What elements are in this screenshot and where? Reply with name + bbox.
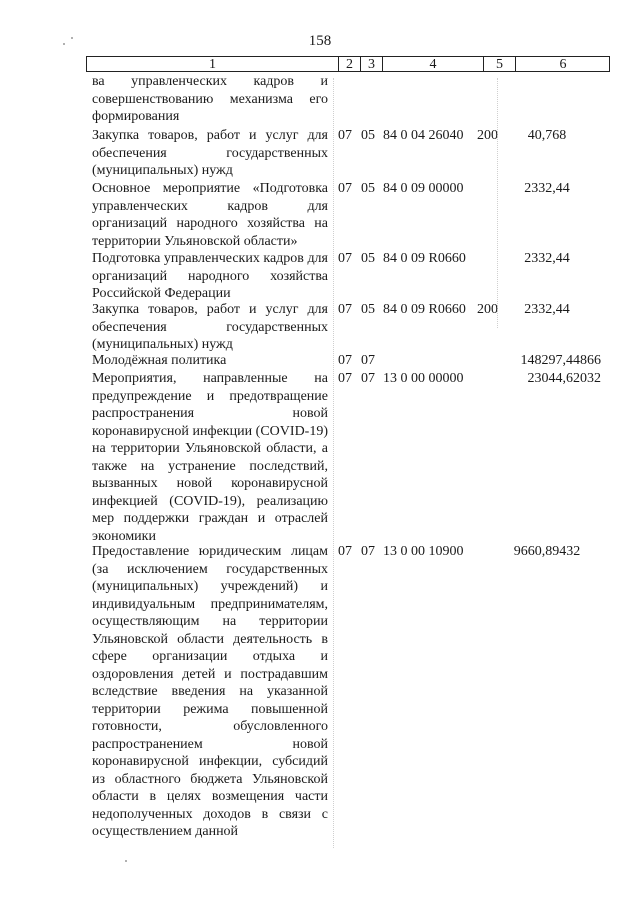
row-expense-type: 200: [477, 128, 498, 143]
row-target-code: 13 0 00 10900: [383, 544, 464, 559]
row-description: Закупка товаров, работ и услуг для обеспечения государственных (муниципальных) нужд: [92, 128, 328, 178]
scan-guide-line: [333, 78, 335, 848]
row-target-code: 84 0 04 26040: [383, 128, 464, 143]
row-target-code: 84 0 09 R0660: [383, 251, 466, 266]
scan-speck: [71, 37, 73, 39]
row-target-code: 84 0 09 00000: [383, 181, 464, 196]
header-col-2: 2: [338, 57, 360, 72]
row-subsection: 07: [361, 371, 375, 386]
row-description: Мероприятия, направленные на предупреждение и предотвращение распространения новой коронавирусной инфекции (COVID-19) на территории Ульяновской области, а также на устранение последствий, вызванных новой коронавирусной инфекцией (COVID-19), реализацию мер поддержки граждан и отраслей экономики: [92, 371, 328, 544]
row-description: Молодёжная политика: [92, 353, 227, 368]
row-target-code: 13 0 00 00000: [383, 371, 464, 386]
row-subsection: 07: [361, 353, 375, 368]
scan-speck: [125, 860, 127, 862]
header-col-4: 4: [382, 57, 483, 72]
scan-guide-line: [497, 78, 499, 328]
row-subsection: 05: [361, 302, 375, 317]
row-subsection: 05: [361, 128, 375, 143]
row-section: 07: [338, 128, 352, 143]
row-description: Закупка товаров, работ и услуг для обеспечения государственных (муниципальных) нужд: [92, 302, 328, 352]
row-amount: 2332,44: [524, 302, 570, 317]
table-header: [86, 56, 610, 72]
row-section: 07: [338, 181, 352, 196]
header-col-1: 1: [209, 57, 216, 72]
row-amount: 2332,44: [524, 181, 570, 196]
page-number: 158: [308, 33, 332, 49]
row-amount: 40,768: [527, 128, 567, 143]
row-section: 07: [338, 371, 352, 386]
header-col-5: 5: [483, 57, 515, 72]
row-subsection: 07: [361, 544, 375, 559]
row-section: 07: [338, 544, 352, 559]
row-description: Подготовка управленческих кадров для организаций народного хозяйства Российской Федерации: [92, 251, 328, 301]
row-amount: 148297,44866: [520, 353, 601, 368]
header-col-6: 6: [515, 57, 610, 72]
row-subsection: 05: [361, 181, 375, 196]
header-col-3: 3: [360, 57, 382, 72]
row-subsection: 05: [361, 251, 375, 266]
row-target-code: 84 0 09 R0660: [383, 302, 466, 317]
scan-speck: [63, 43, 65, 45]
row-section: 07: [338, 302, 352, 317]
row-expense-type: 200: [477, 302, 498, 317]
row-amount: 2332,44: [524, 251, 570, 266]
row-amount: 23044,62032: [527, 371, 601, 386]
row-description: Предоставление юридическим лицам (за исключением государственных (муниципальных) учреждений) и индивидуальным предпринимателям, осуществляющим на территории Ульяновской области деятельность в сфере организации отдыха и оздоровления детей и пострадавшим вследствие введения на указанной территории режима повышенной готовности, обусловленного распространением новой коронавирусной инфекции, субсидий из областного бюджета Ульяновской области в целях возмещения части недополученных доходов в связи с осуществлением данной: [92, 544, 328, 839]
row-amount: 9660,89432: [513, 544, 581, 559]
row-description: Основное мероприятие «Подготовка управленческих кадров для организаций народного хозяйства на территории Ульяновской области»: [92, 181, 328, 249]
row-description: ва управленческих кадров и совершенствованию механизма его формирования: [92, 74, 328, 124]
row-section: 07: [338, 353, 352, 368]
row-section: 07: [338, 251, 352, 266]
